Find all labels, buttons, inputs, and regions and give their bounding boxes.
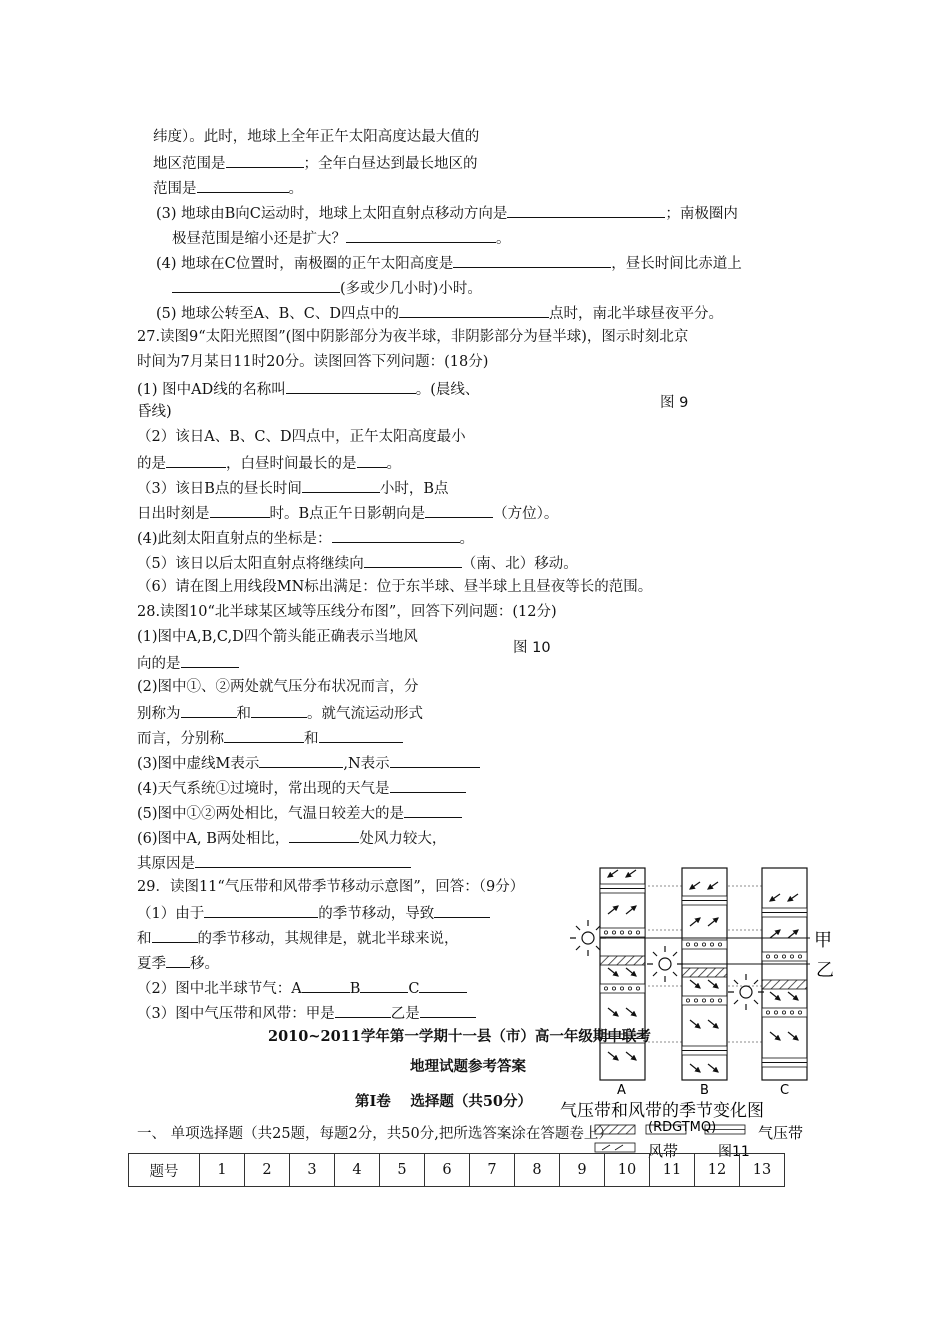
- instructions: 一、 单项选择题（共25题，每题2分，共50分,把所选答案涂在答题卷上）: [137, 1126, 613, 1142]
- answer-subtitle: 地理试题参考答案: [410, 1058, 526, 1075]
- answer-blank[interactable]: [335, 1002, 391, 1018]
- answer-blank[interactable]: [152, 927, 198, 943]
- table-cell: 1: [200, 1154, 245, 1187]
- table-row: [129, 1154, 785, 1187]
- q28-part2-cont: 别称为 和 。就气流运动形式: [137, 702, 423, 724]
- answer-blank[interactable]: [425, 502, 493, 518]
- label-jia: 甲: [814, 930, 832, 951]
- belt-column: [762, 868, 807, 1080]
- section-title: 第Ⅰ卷 选择题（共50分）: [355, 1093, 533, 1110]
- q27-part1: (1) 图中AD线的名称叫 。(晨线、: [137, 378, 479, 400]
- belt-column: [682, 868, 727, 1080]
- answer-blank[interactable]: [259, 752, 343, 768]
- figure-9-label: 图 9: [660, 395, 689, 411]
- q28-part1-cont: 向的是: [137, 652, 239, 674]
- belt-column: [600, 868, 645, 1080]
- answer-blank[interactable]: [166, 952, 190, 968]
- q26-part4-cont: (多或少几小时)小时。: [172, 277, 482, 299]
- q29-part1-cont: 和 的季节移动，其规律是，就北半球来说，: [137, 927, 459, 949]
- table-cell: 11: [650, 1154, 695, 1187]
- table-cell: 6: [425, 1154, 470, 1187]
- answer-blank[interactable]: [390, 752, 480, 768]
- table-cell: 12: [695, 1154, 740, 1187]
- column-label-c: C: [780, 1083, 790, 1098]
- answer-blank[interactable]: [226, 152, 304, 168]
- q28-part2-cont2: 而言，分别称 和: [137, 727, 403, 749]
- q27-part3-cont: 日出时刻是 时。B点正午日影朝向是 （方位）。: [137, 502, 558, 524]
- column-label-a: A: [617, 1083, 626, 1098]
- q26-part4: (4) 地球在C位置时，南极圈的正午太阳高度是 ，昼长时间比赤道上: [156, 252, 742, 274]
- figure-11-pressure-wind-belts: [560, 860, 850, 1160]
- legend-code: (RDGTMQ): [648, 1120, 717, 1135]
- figure-caption: 气压带和风带的季节变化图: [560, 1101, 764, 1121]
- answer-blank[interactable]: [434, 902, 490, 918]
- q27-part2: （2）该日A、B、C、D四点中，正午太阳高度最小: [137, 429, 466, 445]
- q28-part6: (6)图中A, B两处相比， 处风力较大，: [137, 827, 446, 849]
- table-cell: 7: [470, 1154, 515, 1187]
- answer-blank[interactable]: [195, 852, 411, 868]
- table-cell: 5: [380, 1154, 425, 1187]
- q27-title: 27.读图9“太阳光照图”(图中阴影部分为夜半球，非阴影部分为昼半球)，图示时刻北京: [137, 329, 689, 345]
- answer-blank[interactable]: [181, 702, 237, 718]
- q29-part3: （3）图中气压带和风带：甲是 乙是: [137, 1002, 476, 1024]
- table-header-cell: 题号: [129, 1154, 200, 1187]
- answer-table: [128, 1153, 785, 1187]
- answer-blank[interactable]: [204, 902, 318, 918]
- answer-blank[interactable]: [332, 527, 460, 543]
- q28-part1: (1)图中A,B,C,D四个箭头能正确表示当地风: [137, 629, 418, 645]
- q26-part5: (5) 地球公转至A、B、C、D四点中的 点时，南北半球昼夜平分。: [156, 302, 723, 324]
- table-cell: 3: [290, 1154, 335, 1187]
- answer-blank[interactable]: [360, 977, 408, 993]
- answer-blank[interactable]: [420, 1002, 476, 1018]
- q28-part5: (5)图中①②两处相比，气温日较差大的是: [137, 802, 462, 824]
- q26-part3-cont: 极昼范围是缩小还是扩大？ 。: [172, 227, 511, 249]
- answer-title: 2010~2011学年第一学期十一县（市）高一年级期中联考: [268, 1028, 651, 1045]
- answer-blank[interactable]: [364, 552, 462, 568]
- q28-title: 28.读图10“北半球某区域等压线分布图”，回答下列问题：(12分): [137, 604, 557, 620]
- answer-blank[interactable]: [166, 452, 226, 468]
- answer-blank[interactable]: [357, 452, 387, 468]
- answer-blank[interactable]: [399, 302, 549, 318]
- q29-title: 29．读图11“气压带和风带季节移动示意图”，回答：（9分）: [137, 879, 525, 895]
- table-cell: 13: [740, 1154, 785, 1187]
- q27-part1-cont: 昏线): [137, 404, 172, 420]
- answer-blank[interactable]: [224, 727, 304, 743]
- answer-blank[interactable]: [419, 977, 467, 993]
- answer-blank[interactable]: [181, 652, 239, 668]
- legend-pressure-belt: 气压带: [758, 1124, 804, 1142]
- q27-part3: （3）该日B点的昼长时间 小时，B点: [137, 477, 449, 499]
- answer-blank[interactable]: [346, 227, 496, 243]
- legend-wind-belt: 风带: [648, 1142, 679, 1160]
- answer-blank[interactable]: [251, 702, 307, 718]
- q26-part3: (3) 地球由B向C运动时，地球上太阳直射点移动方向是 ；南极圈内: [156, 202, 738, 224]
- answer-blank[interactable]: [507, 202, 665, 218]
- q28-part6-cont: 其原因是: [137, 852, 411, 874]
- q26-line2: 地区范围是 ；全年白昼达到最长地区的: [153, 152, 478, 174]
- q29-part1-cont2: 夏季 移。: [137, 952, 219, 974]
- column-label-b: B: [700, 1083, 709, 1098]
- q28-part3: (3)图中虚线M表示 ,N表示: [137, 752, 480, 774]
- q27-title-cont: 时间为7月某日11时20分。读图回答下列问题：(18分): [137, 354, 489, 370]
- q27-part5: （5）该日以后太阳直射点将继续向 （南、北）移动。: [137, 552, 578, 574]
- answer-blank[interactable]: [302, 977, 350, 993]
- answer-blank[interactable]: [404, 802, 462, 818]
- q28-part2: (2)图中①、②两处就气压分布状况而言，分: [137, 679, 419, 695]
- answer-blank[interactable]: [390, 777, 466, 793]
- q29-part2: （2）图中北半球节气：A B C: [137, 977, 467, 999]
- table-cell: 2: [245, 1154, 290, 1187]
- answer-blank[interactable]: [302, 477, 380, 493]
- table-cell: 4: [335, 1154, 380, 1187]
- figure-10-label: 图 10: [513, 640, 551, 656]
- answer-blank[interactable]: [197, 177, 289, 193]
- q29-part1: （1）由于 的季节移动，导致: [137, 902, 490, 924]
- answer-blank[interactable]: [286, 378, 416, 394]
- q27-part4: (4)此刻太阳直射点的坐标是： 。: [137, 527, 474, 549]
- q26-line3: 范围是 。: [153, 177, 303, 199]
- answer-blank[interactable]: [210, 502, 270, 518]
- answer-blank[interactable]: [172, 277, 340, 293]
- answer-blank[interactable]: [453, 252, 611, 268]
- q26-line1: 纬度）。此时，地球上全年正午太阳高度达最大值的: [153, 129, 480, 145]
- q27-part2-cont: 的是 ，白昼时间最长的是 。: [137, 452, 401, 474]
- q28-part4: (4)天气系统①过境时，常出现的天气是: [137, 777, 466, 799]
- figure-11-label: 图11: [718, 1144, 750, 1160]
- answer-blank[interactable]: [319, 727, 403, 743]
- sun-icon: [728, 974, 764, 1010]
- table-cell: 8: [515, 1154, 560, 1187]
- table-cell: 10: [605, 1154, 650, 1187]
- q27-part6: （6）请在图上用线段MN标出满足：位于东半球、昼半球上且昼夜等长的范围。: [137, 579, 653, 595]
- table-cell: 9: [560, 1154, 605, 1187]
- answer-blank[interactable]: [289, 827, 359, 843]
- label-yi: 乙: [816, 960, 834, 981]
